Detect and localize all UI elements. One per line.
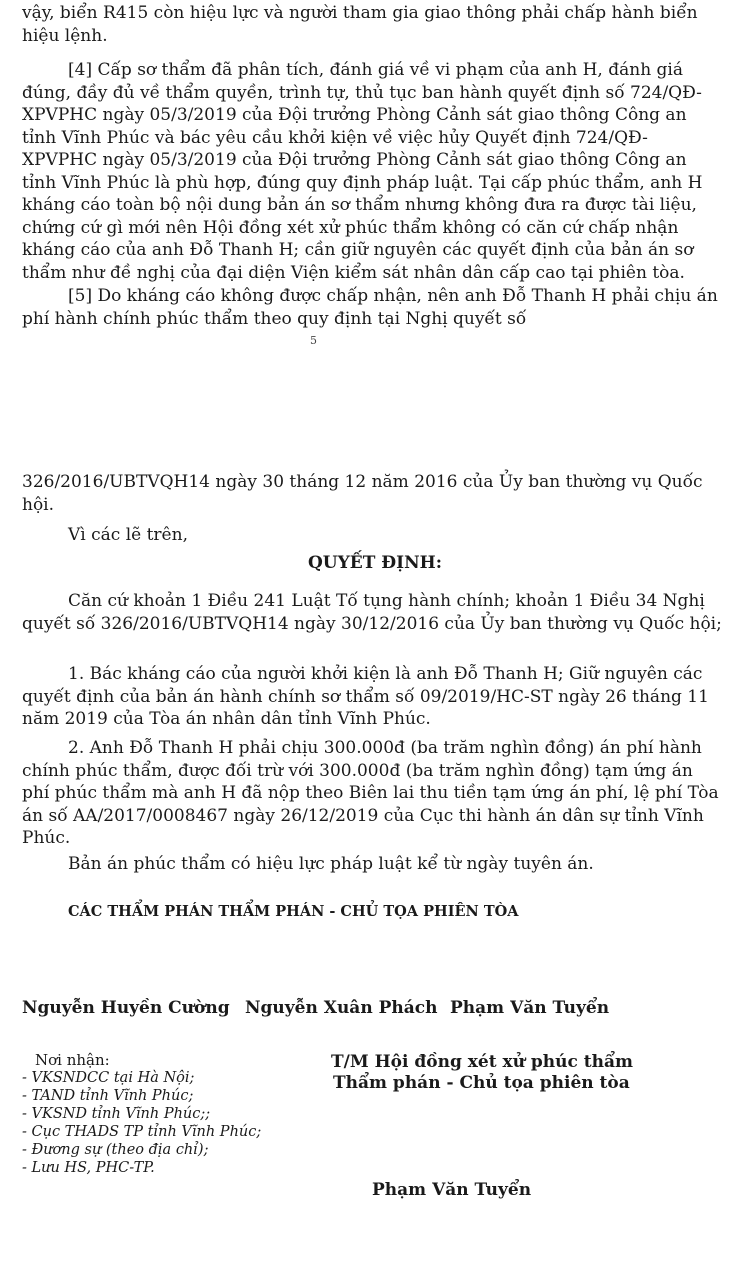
- judges-title: CÁC THẨM PHÁN THẨM PHÁN - CHỦ TỌA PHIÊN TÒA: [68, 903, 519, 920]
- recipient-item: - Đương sự (theo địa chỉ);: [22, 1142, 209, 1158]
- recipient-item: - Cục THADS TP tỉnh Vĩnh Phúc;: [22, 1124, 262, 1140]
- signer-name: Phạm Văn Tuyển: [372, 1180, 532, 1200]
- judge-name-2: Nguyễn Xuân Phách: [245, 998, 438, 1018]
- paragraph-5: [5] Do kháng cáo không được chấp nhận, nên anh Đỗ Thanh H phải chịu án phí hành chính phúc thẩm theo quy định tại Nghị quyết số: [22, 286, 718, 329]
- paragraph-decision-1: 1. Bác kháng cáo của người khởi kiện là anh Đỗ Thanh H; Giữ nguyên các quyết định của bản án hành chính sơ thẩm số 09/2019/HC-ST ngày 26 tháng 11 năm 2019 của Tòa án nhân dân tỉnh Vĩnh Phúc.: [22, 664, 709, 729]
- judge-name-3: Phạm Văn Tuyển: [450, 998, 610, 1018]
- recipient-item: - TAND tỉnh Vĩnh Phúc;: [22, 1088, 194, 1104]
- paragraph-continuation: vậy, biển R415 còn hiệu lực và người tham gia giao thông phải chấp hành biển hiệu lệnh.: [22, 3, 698, 46]
- signature-title-line-2: Thẩm phán - Chủ tọa phiên tòa: [333, 1073, 630, 1093]
- paragraph-reasons: Vì các lẽ trên,: [68, 525, 188, 545]
- paragraph-decision-2: 2. Anh Đỗ Thanh H phải chịu 300.000đ (ba trăm nghìn đồng) án phí hành chính phúc thẩm, được đối trừ với 300.000đ (ba trăm nghìn đồng) tạm ứng án phí phúc thẩm mà anh H đã nộp theo Biên lai thu tiền tạm ứng án phí, lệ phí Tòa án số AA/2017/0008467 ngày 26/12/2019 của Cục thi hành án dân sự tỉnh Vĩnh Phúc.: [22, 738, 719, 848]
- paragraph-effect: Bản án phúc thẩm có hiệu lực pháp luật kể từ ngày tuyên án.: [68, 854, 594, 874]
- page-number: 5: [310, 334, 317, 347]
- paragraph-legal-basis: Căn cứ khoản 1 Điều 241 Luật Tố tụng hành chính; khoản 1 Điều 34 Nghị quyết số 326/2016/UBTVQH14 ngày 30/12/2016 của Ủy ban thường vụ Quốc hội;: [22, 591, 722, 634]
- paragraph-4: [4] Cấp sơ thẩm đã phân tích, đánh giá về vi phạm của anh H, đánh giá đúng, đầy đủ về thẩm quyền, trình tự, thủ tục ban hành quyết định số 724/QĐ-XPVPHC ngày 05/3/2019 của Đội trưởng Phòng Cảnh sát giao thông Công an tỉnh Vĩnh Phúc và bác yêu cầu khởi kiện về việc hủy Quyết định 724/QĐ-XPVPHC ngày 05/3/2019 của Đội trưởng Phòng Cảnh sát giao thông Công an tỉnh Vĩnh Phúc là phù hợp, đúng quy định pháp luật. Tại cấp phúc thẩm, anh H kháng cáo toàn bộ nội dung bản án sơ thẩm nhưng không đưa ra được tài liệu, chứng cứ gì mới nên Hội đồng xét xử phúc thẩm không có căn cứ chấp nhận kháng cáo của anh Đỗ Thanh H; cần giữ nguyên các quyết định của bản án sơ thẩm như đề nghị của đại diện Viện kiểm sát nhân dân cấp cao tại phiên tòa.: [22, 60, 703, 283]
- recipients-block: [22, 1051, 261, 1177]
- signature-title: [331, 1052, 633, 1094]
- recipient-item: - VKSNDCC tại Hà Nội;: [22, 1070, 195, 1086]
- decision-heading: QUYẾT ĐỊNH:: [308, 553, 442, 573]
- recipient-item: - VKSND tỉnh Vĩnh Phúc;;: [22, 1106, 211, 1122]
- recipients-title: Nơi nhận:: [35, 1051, 110, 1069]
- paragraph-resolution-ref: 326/2016/UBTVQH14 ngày 30 tháng 12 năm 2016 của Ủy ban thường vụ Quốc hội.: [22, 472, 703, 515]
- judge-name-1: Nguyễn Huyền Cường: [22, 998, 230, 1018]
- recipient-item: - Lưu HS, PHC-TP.: [22, 1160, 155, 1176]
- signature-title-line-1: T/M Hội đồng xét xử phúc thẩm: [331, 1052, 633, 1072]
